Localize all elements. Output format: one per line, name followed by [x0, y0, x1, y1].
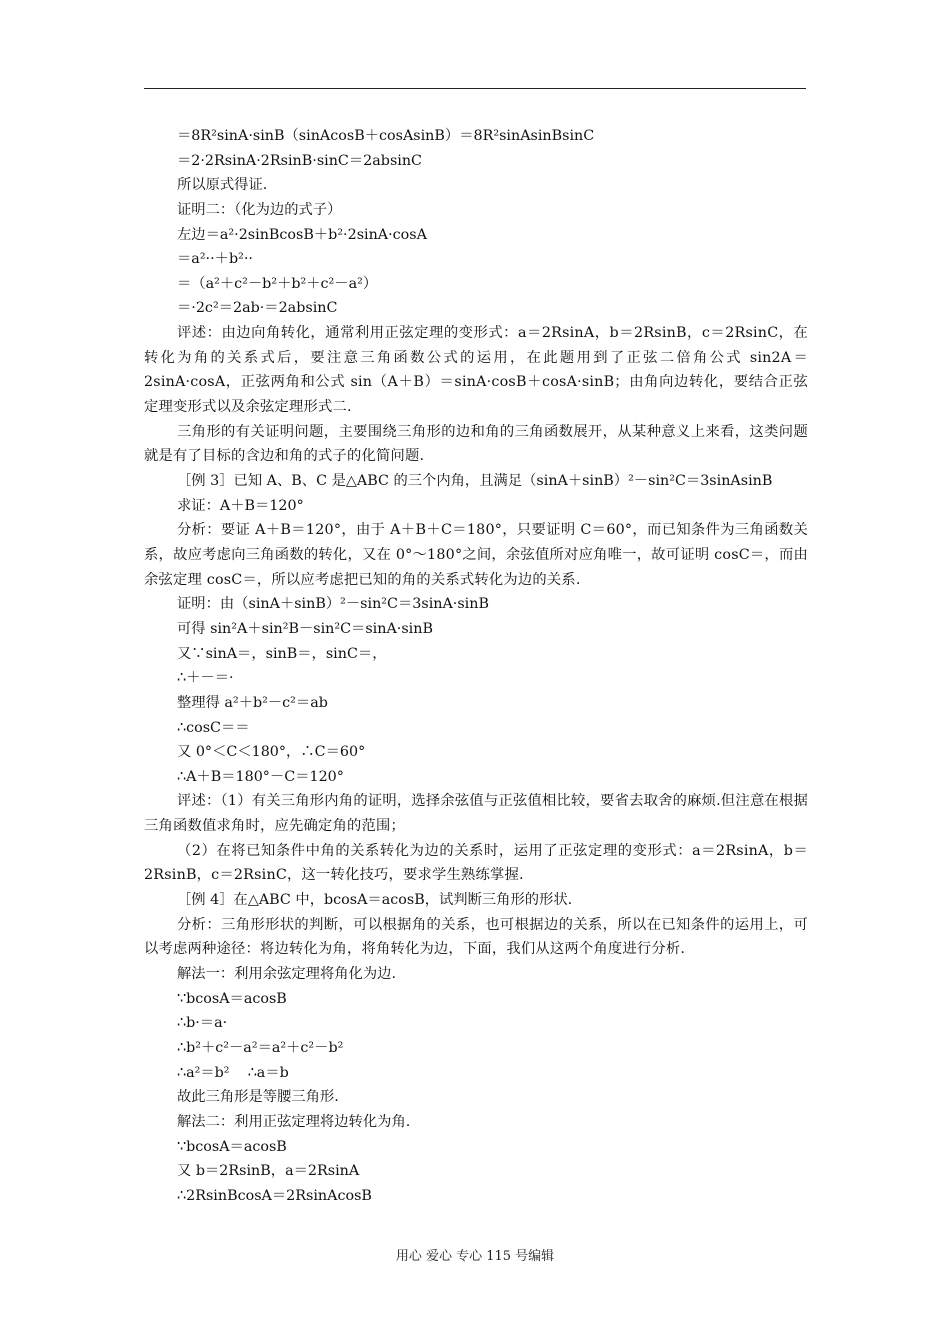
- text-line: ∴a²＝b² ∴a＝b: [177, 1064, 289, 1081]
- text-line: ＝8R²sinA·sinB（sinAcosB＋cosAsinB）＝8R²sinAsinBsinC: [177, 128, 595, 144]
- text-line: 证明二：（化为边的式子）: [177, 201, 342, 218]
- text-line: ∵bcosA＝acosB: [177, 1138, 287, 1155]
- text-line: 又 0°＜C＜180°，∴C＝60°: [177, 744, 366, 761]
- text-line: ∴＋－＝·: [177, 670, 234, 687]
- text-line: 求证：A＋B＝120°: [177, 497, 304, 514]
- document-body: [144, 124, 808, 1208]
- page-footer: 用心 爱心 专心 115 号编辑: [395, 1249, 555, 1264]
- text-line: ［例 4］在△ABC 中，bcosA＝acosB，试判断三角形的形状.: [177, 892, 573, 909]
- text-line: ＝（a²＋c²－b²＋b²＋c²－a²）: [177, 275, 378, 292]
- text-line: ∴A＋B＝180°－C＝120°: [177, 768, 344, 785]
- text-line: 左边＝a²·2sinBcosB＋b²·2sinA·cosA: [177, 226, 427, 243]
- header-rule: [144, 88, 806, 89]
- text-line: 又∵sinA＝，sinB＝，sinC＝，: [177, 645, 387, 662]
- text-line: ∴b²＋c²－a²＝a²＋c²－b²: [177, 1039, 344, 1056]
- text-line: 解法二：利用正弦定理将边转化为角.: [177, 1113, 411, 1130]
- paragraph: 分析：三角形形状的判断，可以根据角的关系，也可根据边的关系，所以在已知条件的运用上，可以考虑两种途径：将边转化为角，将角转化为边，下面，我们从这两个角度进行分析.: [144, 916, 808, 958]
- paragraph: 分析：要证 A＋B＝120°，由于 A＋B＋C＝180°，只要证明 C＝60°，而已知条件为三角函数关系，故应考虑向三角函数的转化，又在 0°～180°之间，余弦值所对应角唯一，故可证明 cosC＝，而由余弦定理 cosC＝，所以应考虑把已知的角的关系式转化为边的关系.: [144, 522, 808, 588]
- paragraph: 评述：（1）有关三角形内角的证明，选择余弦值与正弦值相比较，要省去取舍的麻烦.但注意在根据三角函数值求角时，应先确定角的范围；: [144, 793, 808, 835]
- paragraph: 三角形的有关证明问题，主要围绕三角形的边和角的三角函数展开，从某种意义上来看，这类问题就是有了目标的含边和角的式子的化简问题.: [144, 423, 808, 465]
- text-line: ［例 3］已知 A、B、C 是△ABC 的三个内角，且满足（sinA＋sinB）²－sin²C＝3sinAsinB: [177, 473, 773, 490]
- text-line: ＝·2c²＝2ab·＝2absinC: [177, 300, 338, 317]
- text-line: ∴b·＝a·: [177, 1015, 228, 1032]
- text-line: ∵bcosA＝acosB: [177, 990, 287, 1007]
- text-line: 又 b＝2RsinB，a＝2RsinA: [177, 1163, 360, 1180]
- text-line: 整理得 a²＋b²－c²＝ab: [177, 694, 328, 711]
- text-line: 解法一：利用余弦定理将角化为边.: [177, 966, 396, 983]
- text-line: ＝2·2RsinA·2RsinB·sinC＝2absinC: [177, 152, 422, 169]
- paragraph: 评述：由边向角转化，通常利用正弦定理的变形式：a＝2RsinA，b＝2RsinB，c＝2RsinC，在转化为角的关系式后，要注意三角函数公式的运用，在此题用到了正弦二倍角公式 sin2A＝2sinA·cosA，正弦两角和公式 sin（A＋B）＝sinA·cosB＋cosA·sinB；由角向边转化，要结合正弦定理变形式以及余弦定理形式二.: [144, 325, 808, 416]
- text-line: ∴cosC＝＝: [177, 719, 250, 736]
- text-line: 故此三角形是等腰三角形.: [177, 1089, 339, 1106]
- text-line: 所以原式得证.: [177, 177, 268, 194]
- text-line: 证明：由（sinA＋sinB）²－sin²C＝3sinA·sinB: [177, 596, 489, 613]
- paragraph: （2）在将已知条件中角的关系转化为边的关系时，运用了正弦定理的变形式：a＝2RsinA，b＝2RsinB，c＝2RsinC，这一转化技巧，要求学生熟练掌握.: [144, 842, 808, 884]
- text-line: ＝a²··＋b²··: [177, 251, 253, 268]
- text-line: ∴2RsinBcosA＝2RsinAcosB: [177, 1187, 372, 1204]
- text-line: 可得 sin²A＋sin²B－sin²C＝sinA·sinB: [177, 620, 433, 637]
